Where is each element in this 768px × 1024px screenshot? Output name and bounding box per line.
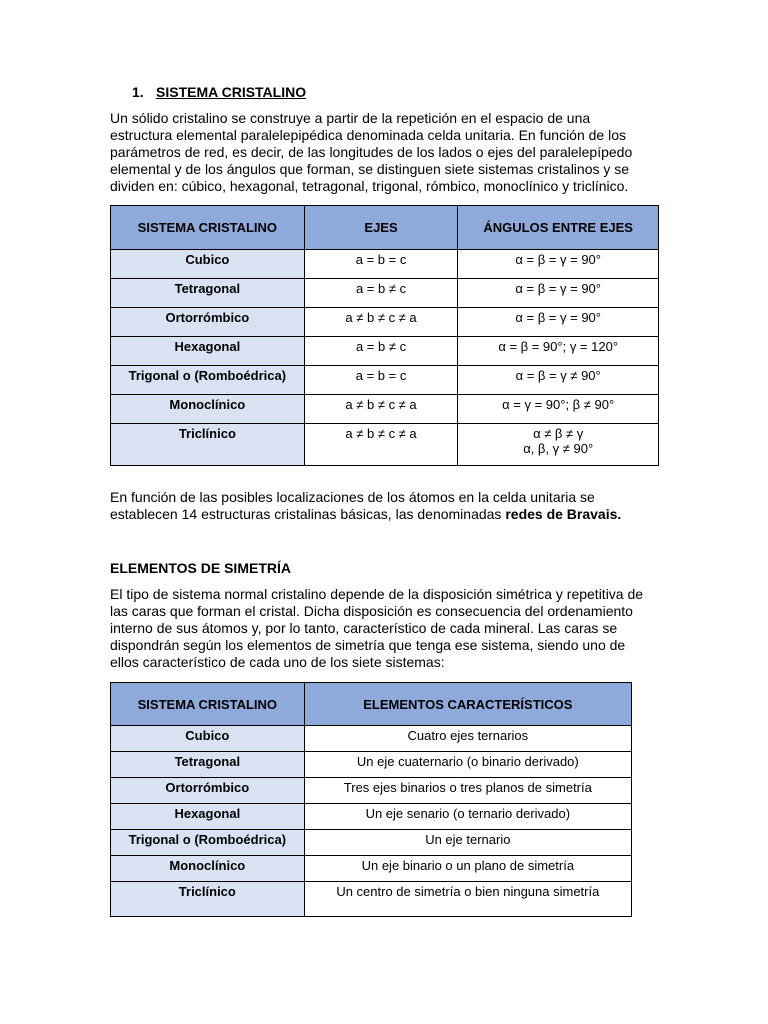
row-system: Monoclínico — [111, 856, 305, 882]
symmetry-paragraph: El tipo de sistema normal cristalino depende de la disposición simétrica y repetitiva de las caras que forman el cristal. Dicha disposición es consecuencia del ordenamiento interno de sus átomos y, por lo tanto, característico de cada mineral. Las caras se dispondrán según los elementos de simetría que tenga ese sistema, siendo uno de ellos característico de cada uno de los siete sistemas: — [110, 586, 644, 670]
row-system: Tetragonal — [111, 752, 305, 778]
row-angles: α = β = γ = 90° — [458, 279, 659, 308]
table-row — [111, 882, 632, 917]
row-angles: α = γ = 90°; β ≠ 90° — [458, 395, 659, 424]
bravais-text: En función de las posibles localizaciones de los átomos en la celda unitaria se establecen 14 estructuras cristalinas básicas, las denominadas — [110, 489, 595, 522]
table-row — [111, 366, 659, 395]
row-axes: a ≠ b ≠ c ≠ a — [304, 308, 458, 337]
row-elements: Un eje senario (o ternario derivado) — [304, 804, 631, 830]
row-angles: α ≠ β ≠ γ α, β, γ ≠ 90° — [458, 424, 659, 466]
row-axes: a = b = c — [304, 250, 458, 279]
row-angles-line2: α, β, γ ≠ 90° — [523, 441, 594, 456]
section-heading-sistema-cristalino — [110, 84, 650, 100]
table-row — [111, 778, 632, 804]
row-axes: a ≠ b ≠ c ≠ a — [304, 424, 458, 466]
row-elements: Un eje binario o un plano de simetría — [304, 856, 631, 882]
row-axes: a = b ≠ c — [304, 337, 458, 366]
row-angles: α = β = γ = 90° — [458, 250, 659, 279]
row-system: Ortorrómbico — [111, 308, 305, 337]
header-angulos: ÁNGULOS ENTRE EJES — [458, 206, 659, 250]
table-row — [111, 804, 632, 830]
row-system: Tetragonal — [111, 279, 305, 308]
table-row — [111, 279, 659, 308]
intro-paragraph: Un sólido cristalino se construye a partir de la repetición en el espacio de una estructura elemental paralelepipédica denominada celda unitaria. En función de los parámetros de red, es decir, de las longitudes de los lados o ejes del paralelepípedo elemental y de los ángulos que forman, se distinguen siete sistemas cristalinos y se dividen en: cúbico, hexagonal, tetragonal, trigonal, rómbico, monoclínico y triclínico. — [110, 110, 633, 194]
table-header-row — [111, 683, 632, 726]
bravais-bold: redes de Bravais. — [505, 506, 622, 522]
row-system: Triclínico — [111, 424, 305, 466]
symmetry-elements-table — [110, 682, 632, 917]
row-angles: α = β = γ = 90° — [458, 308, 659, 337]
row-axes: a = b ≠ c — [304, 279, 458, 308]
section-title: SISTEMA CRISTALINO — [156, 84, 307, 100]
table-header-row — [111, 206, 659, 250]
row-system: Cubico — [111, 250, 305, 279]
table-row — [111, 250, 659, 279]
table-row — [111, 726, 632, 752]
row-system: Trigonal o (Romboédrica) — [111, 366, 305, 395]
table-row — [111, 856, 632, 882]
row-elements: Un centro de simetría o bien ninguna simetría — [304, 882, 631, 917]
table-row — [111, 395, 659, 424]
header-sistema: SISTEMA CRISTALINO — [111, 206, 305, 250]
crystal-systems-table — [110, 205, 659, 466]
table-row — [111, 424, 659, 466]
row-system: Trigonal o (Romboédrica) — [111, 830, 305, 856]
row-system: Triclínico — [111, 882, 305, 917]
row-system: Monoclínico — [111, 395, 305, 424]
row-elements: Cuatro ejes ternarios — [304, 726, 631, 752]
table-row — [111, 752, 632, 778]
row-axes: a ≠ b ≠ c ≠ a — [304, 395, 458, 424]
table-row — [111, 337, 659, 366]
row-elements: Un eje ternario — [304, 830, 631, 856]
row-angles: α = β = γ ≠ 90° — [458, 366, 659, 395]
row-axes: a = b = c — [304, 366, 458, 395]
row-elements: Tres ejes binarios o tres planos de simetría — [304, 778, 631, 804]
row-system: Cubico — [111, 726, 305, 752]
table-row — [111, 830, 632, 856]
section-number: 1. — [132, 84, 144, 100]
section-heading-simetria: ELEMENTOS DE SIMETRÍA — [110, 560, 291, 576]
row-system: Ortorrómbico — [111, 778, 305, 804]
bravais-paragraph — [110, 489, 650, 523]
row-angles: α = β = 90°; γ = 120° — [458, 337, 659, 366]
table-row — [111, 308, 659, 337]
row-elements: Un eje cuaternario (o binario derivado) — [304, 752, 631, 778]
row-system: Hexagonal — [111, 804, 305, 830]
row-system: Hexagonal — [111, 337, 305, 366]
header-elementos: ELEMENTOS CARACTERÍSTICOS — [304, 683, 631, 726]
header-sistema: SISTEMA CRISTALINO — [111, 683, 305, 726]
header-ejes: EJES — [304, 206, 458, 250]
